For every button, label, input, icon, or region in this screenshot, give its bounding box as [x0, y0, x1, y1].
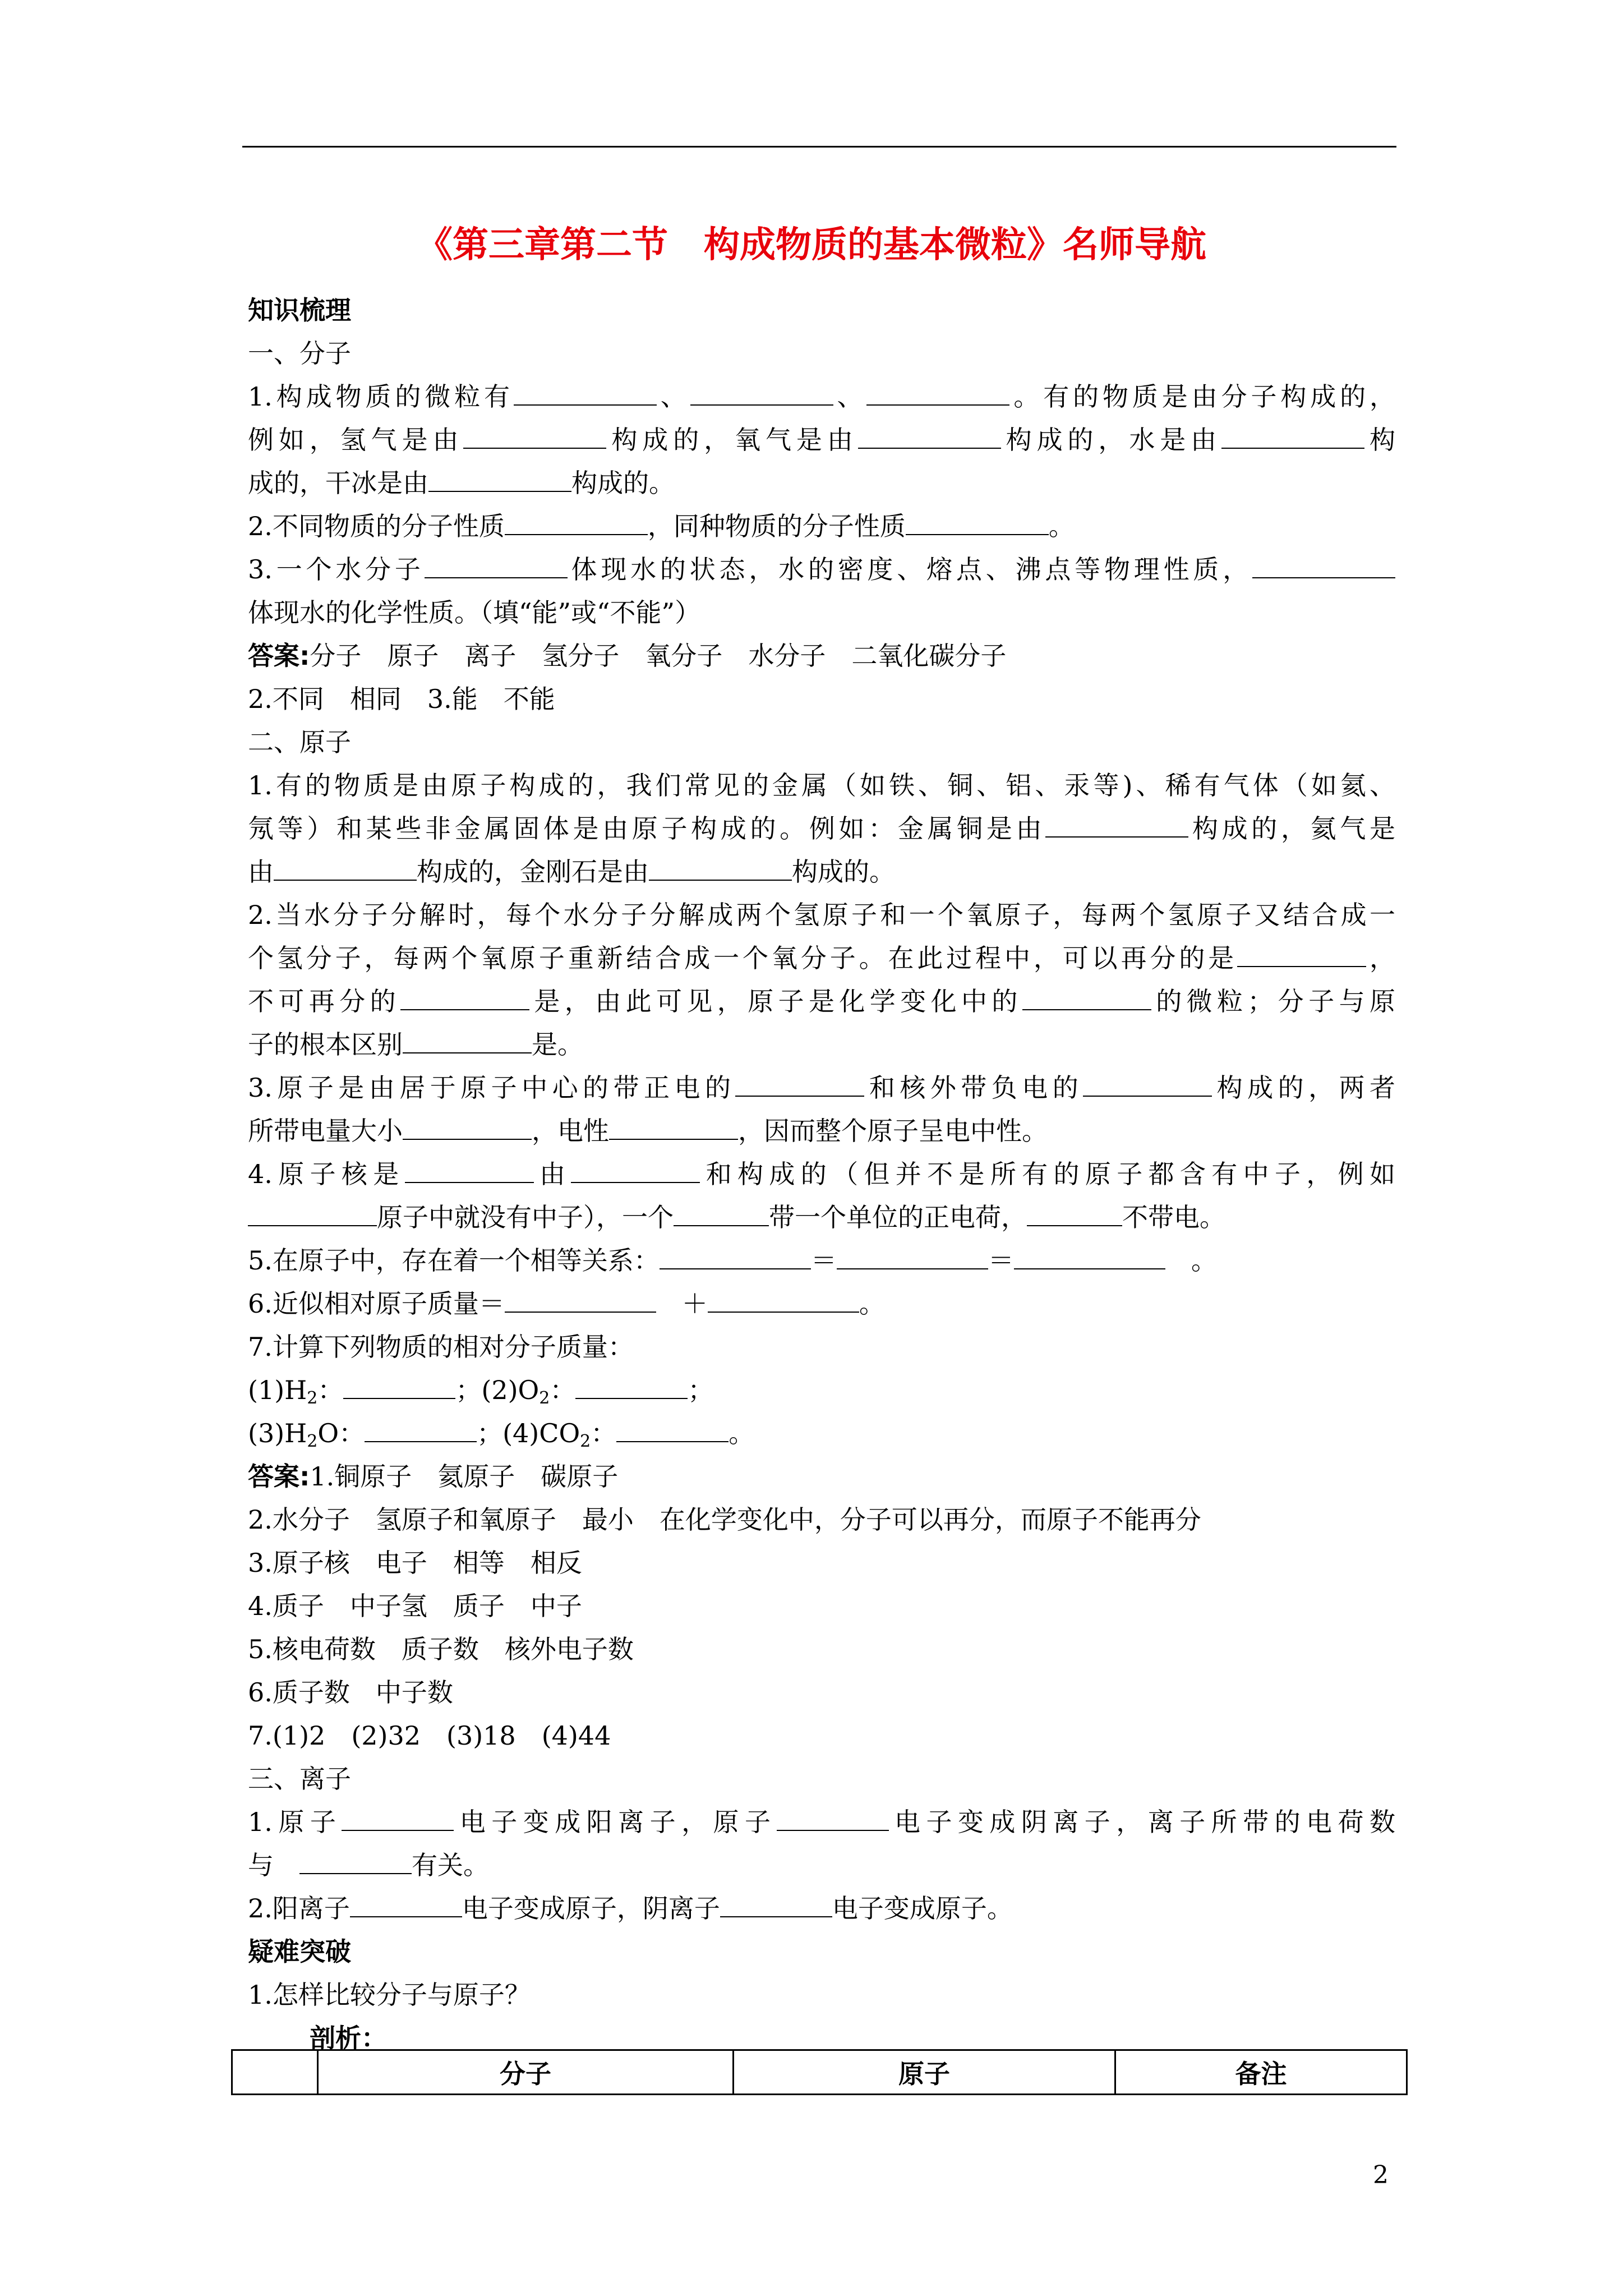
answer-line: 答案:1.铜原子 氦原子 碳原子: [248, 1461, 619, 1492]
answer-blank: [837, 1240, 988, 1269]
paragraph-line: 所带电量大小 ，电性 ，因而整个原子呈电中性。: [248, 1110, 1395, 1153]
answer-blank: [505, 506, 648, 535]
paragraph-line: 6.近似相对原子质量＝ ＋ 。: [248, 1282, 1395, 1326]
paragraph-line: 氖等）和某些非金属固体是由原子构成的。例如：金属铜是由 构成的，氦气是: [248, 807, 1395, 850]
answer-blank: [1083, 1068, 1212, 1097]
paragraph-line: 体现水的化学性质。（填“能”或“不能”）: [248, 597, 701, 628]
paragraph-line: 由 构成的，金刚石是由 构成的。: [248, 850, 1395, 894]
answer-line: 答案:分子 原子 离子 氢分子 氧分子 水分子 二氧化碳分子: [248, 641, 1007, 671]
paragraph-line: 例如，氢气是由 构成的，氧气是由 构成的，水是由 构: [248, 418, 1395, 462]
subsection-heading: 三、离子: [248, 1764, 351, 1794]
answer-line: 3.原子核 电子 相等 相反: [248, 1548, 582, 1578]
answer-blank: [425, 549, 568, 578]
table-header-cell: 分子: [318, 2050, 734, 2095]
page-title: 《第三章第二节 构成物质的基本微粒》名师导航: [417, 224, 1206, 266]
answer-blank: [1014, 1240, 1165, 1269]
answer-blank: [365, 1413, 477, 1442]
answer-blank: [350, 1888, 462, 1917]
analysis-label: 剖析：: [310, 2023, 387, 2053]
answer-line: 5.核电荷数 质子数 核外电子数: [248, 1634, 634, 1664]
table-header-cell: 备注: [1115, 2050, 1407, 2095]
paragraph-line: $(1)H_2$： ；$(2)O_2$： ；: [248, 1369, 1395, 1412]
answer-blank: [735, 1068, 864, 1097]
paragraph-line: 3.一个水分子 体现水的状态，水的密度、熔点、沸点等物理性质，: [248, 548, 1395, 591]
answer-blank: [1022, 981, 1151, 1010]
answer-blank: [690, 376, 833, 406]
answer-blank: [248, 1197, 377, 1226]
answer-blank: [609, 1111, 738, 1140]
header-rule: [242, 146, 1396, 148]
answer-blank: [858, 420, 1001, 449]
answer-blank: [274, 852, 417, 881]
answer-label: 答案:: [248, 641, 310, 671]
paragraph-line: 与 有关。: [248, 1844, 1395, 1887]
subsection-heading: 一、分子: [248, 338, 351, 369]
paragraph-line: 3.原子是由居于原子中心的带正电的 和核外带负电的 构成的，两者: [248, 1066, 1395, 1110]
paragraph-line: 子的根本区别 是。: [248, 1023, 1395, 1066]
answer-line: 4.质子 中子氢 质子 中子: [248, 1591, 582, 1621]
subsection-heading: 二、原子: [248, 727, 351, 757]
question-line: 1.怎样比较分子与原子？: [248, 1980, 531, 2010]
answer-blank: [1027, 1197, 1122, 1226]
paragraph-line: 1.有的物质是由原子构成的，我们常见的金属（如铁、铜、铝、汞等)、稀有气体（如氦、: [248, 770, 1395, 800]
answer-blank: [575, 1370, 688, 1399]
answer-blank: [343, 1370, 455, 1399]
table-header-cell: [232, 2050, 318, 2095]
answer-blank: [720, 1888, 832, 1917]
answer-blank: [649, 852, 792, 881]
answer-line: 6.质子数 中子数: [248, 1677, 453, 1708]
answer-blank: [777, 1802, 889, 1831]
answer-label: 答案:: [248, 1461, 310, 1492]
answer-blank: [403, 1111, 532, 1140]
answer-blank: [428, 463, 571, 492]
paragraph-line: 1.构成物质的微粒有 、 、 。有的物质是由分子构成的，: [248, 375, 1395, 418]
answer-blank: [1252, 549, 1395, 578]
answer-blank: [1221, 420, 1364, 449]
paragraph-line: 5.在原子中，存在着一个相等关系： ＝ ＝ 。: [248, 1239, 1395, 1282]
answer-blank: [505, 1283, 656, 1313]
paragraph-line: $(3)H_2O$： ；$(4)CO_2$： 。: [248, 1412, 1395, 1455]
paragraph-line: 原子中就没有中子），一个 带一个单位的正电荷， 不带电。: [248, 1196, 1395, 1239]
paragraph-line: 个氢分子，每两个氧原子重新结合成一个氧分子。在此过程中，可以再分的是 ，: [248, 937, 1395, 980]
answer-line: 2.水分子 氢原子和氧原子 最小 在化学变化中，分子可以再分，而原子不能再分: [248, 1504, 1201, 1535]
answer-blank: [403, 1024, 532, 1053]
answer-blank: [660, 1240, 811, 1269]
paragraph-line: 1.原子 电子变成阳离子，原子 电子变成阴离子，离子所带的电荷数: [248, 1801, 1395, 1844]
answer-blank: [299, 1845, 412, 1874]
answer-blank: [571, 1154, 700, 1183]
paragraph-line: 不可再分的 是，由此可见，原子是化学变化中的 的微粒；分子与原: [248, 980, 1395, 1023]
table-header-cell: 原子: [734, 2050, 1115, 2095]
answer-blank: [514, 376, 657, 406]
answer-blank: [906, 506, 1049, 535]
answer-line: 7.(1)2 (2)32 (3)18 (4)44: [248, 1720, 611, 1751]
answer-blank: [400, 981, 529, 1010]
paragraph-line: 2.当水分子分解时，每个水分子分解成两个氢原子和一个氧原子，每两个氢原子又结合成一: [248, 900, 1395, 930]
answer-blank: [616, 1413, 728, 1442]
answer-line: 2.不同 相同 3.能 不能: [248, 684, 555, 714]
answer-blank: [708, 1283, 859, 1313]
answer-blank: [405, 1154, 534, 1183]
section-heading: 知识梳理: [248, 295, 351, 325]
paragraph-line: 成的，干冰是由 构成的。: [248, 462, 1395, 505]
answer-blank: [1237, 938, 1366, 967]
paragraph-line: 2.阳离子 电子变成原子，阴离子 电子变成原子。: [248, 1887, 1395, 1930]
paragraph-line: 4.原子核是 由 和构成的（但并不是所有的原子都含有中子，例如: [248, 1153, 1395, 1196]
section-heading: 疑难突破: [248, 1936, 351, 1967]
answer-blank: [463, 420, 606, 449]
answer-blank: [866, 376, 1009, 406]
table-header-row: [232, 2050, 1407, 2095]
page-number: 2: [1373, 2161, 1389, 2189]
answer-blank: [674, 1197, 769, 1226]
comparison-table: [231, 2049, 1408, 2095]
paragraph-line: 2.不同物质的分子性质 ，同种物质的分子性质 。: [248, 505, 1395, 548]
answer-blank: [342, 1802, 454, 1831]
answer-blank: [1045, 808, 1188, 838]
paragraph-line: 7.计算下列物质的相对分子质量：: [248, 1332, 634, 1362]
document-body: [248, 289, 1395, 2060]
